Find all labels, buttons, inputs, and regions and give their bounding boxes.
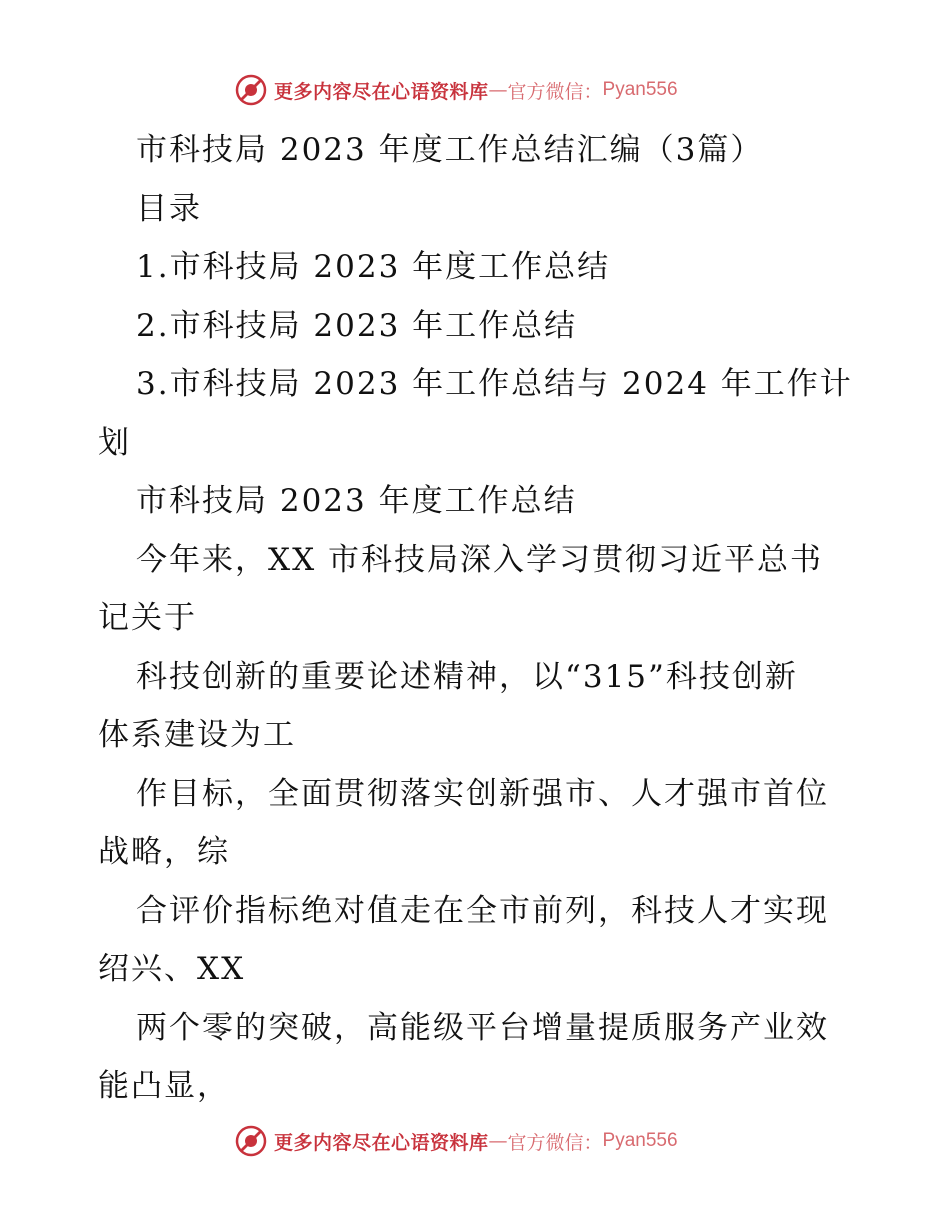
paragraph-line: 作目标，全面贯彻落实创新强市、人才强市首位	[136, 775, 829, 812]
banner-dash: —	[488, 1130, 508, 1152]
footer-watermark-banner	[234, 1123, 714, 1159]
banner-main-text: 更多内容尽在心语资料库	[274, 80, 489, 103]
toc-item-3-continued: 划	[98, 424, 131, 461]
doc-title: 市科技局 2023 年度工作总结汇编（3篇）	[136, 132, 764, 168]
banner-dash: —	[488, 79, 508, 101]
document-body	[98, 121, 858, 1116]
banner-main-text: 更多内容尽在心语资料库	[274, 1131, 489, 1154]
banner-sub-text: 官方微信：	[507, 80, 603, 103]
paragraph-line: 能凸显，	[98, 1068, 230, 1104]
banner-wechat-id: Pyan556	[602, 1130, 678, 1151]
toc-item-3: 3.市科技局 2023 年工作总结与 2024 年工作计	[136, 366, 853, 402]
paragraph-line: 今年来，XX 市科技局深入学习贯彻习近平总书	[136, 541, 823, 578]
header-watermark-banner	[234, 72, 714, 108]
paragraph-line: 战略，综	[98, 834, 230, 870]
paragraph-line: 记关于	[98, 600, 197, 636]
paragraph-line: 绍兴、XX	[98, 951, 246, 987]
banner-sub-text: 官方微信：	[507, 1131, 603, 1154]
toc-heading: 目录	[136, 190, 202, 227]
paragraph-line: 两个零的突破，高能级平台增量提质服务产业效	[136, 1009, 829, 1046]
toc-item-1: 1.市科技局 2023 年度工作总结	[136, 249, 611, 285]
toc-item-2: 2.市科技局 2023 年工作总结	[136, 307, 578, 344]
paragraph-line: 科技创新的重要论述精神，以“315”科技创新	[136, 658, 798, 695]
brand-logo-icon	[234, 1124, 268, 1158]
brand-logo-icon	[234, 73, 268, 107]
paragraph-line: 合评价指标绝对值走在全市前列，科技人才实现	[136, 892, 829, 929]
section-heading: 市科技局 2023 年度工作总结	[136, 483, 577, 519]
paragraph-line: 体系建设为工	[98, 717, 296, 753]
banner-wechat-id: Pyan556	[602, 79, 678, 100]
